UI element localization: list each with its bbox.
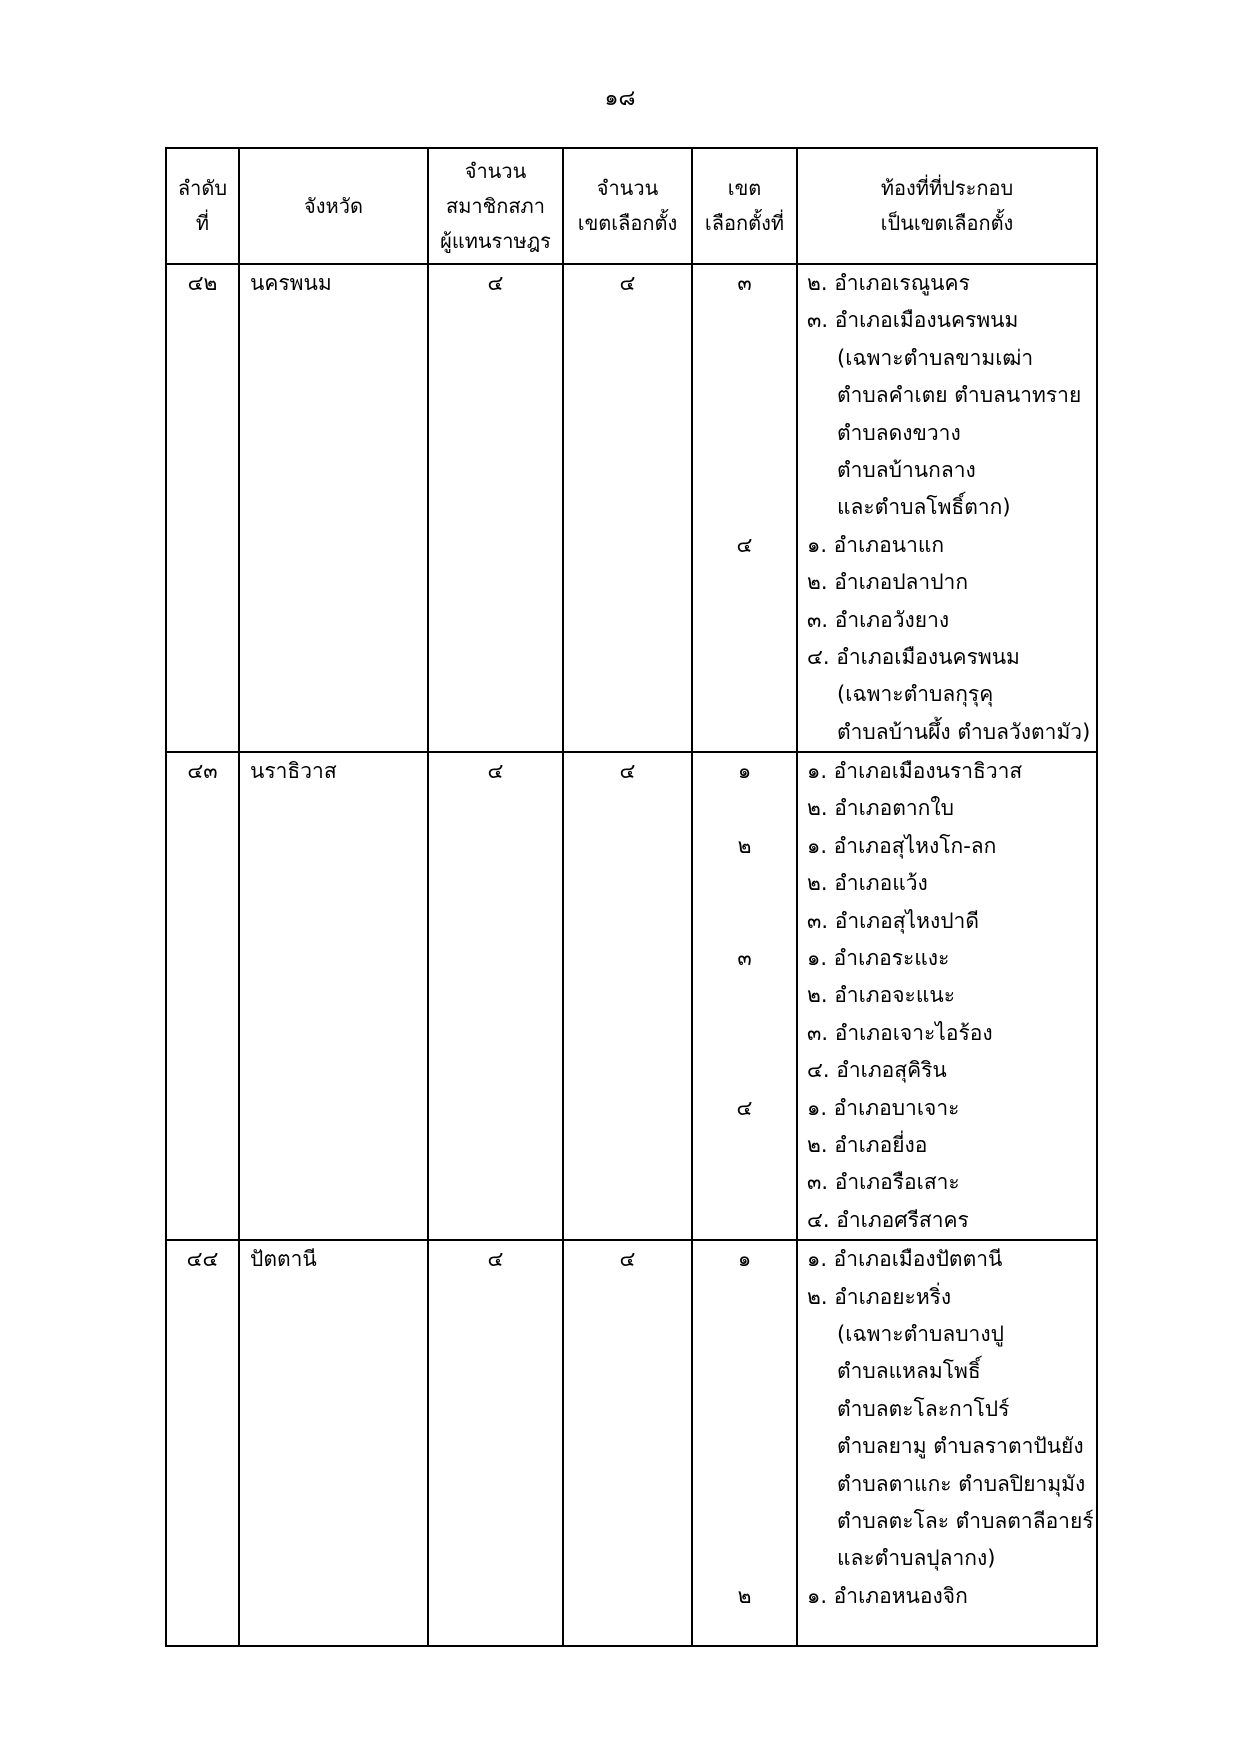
area-line: ๑. อำเภอเมืองนราธิวาส	[807, 759, 1023, 784]
district-number	[693, 1503, 796, 1540]
header-text-areas: เป็นเขตเลือกตั้ง	[880, 211, 1014, 235]
area-line: ๒. อำเภอยี่งอ	[807, 1132, 928, 1157]
area-line: ๑. อำเภอบาเจาะ	[807, 1095, 960, 1120]
district-number	[693, 1540, 796, 1577]
cell-province	[239, 1240, 428, 1646]
cell-districts-text: ๔	[619, 271, 636, 295]
header-district-no	[692, 148, 797, 264]
cell-province-text: นราธิวาส	[250, 759, 337, 784]
district-number	[693, 1466, 796, 1503]
district-number	[693, 377, 796, 414]
cell-areas	[797, 752, 1097, 1240]
area-line: ๓. อำเภอเมืองนครพนม	[807, 308, 1019, 333]
cell-order-text: ๔๒	[187, 271, 218, 295]
header-text-districts: เขตเลือกตั้ง	[577, 211, 678, 235]
area-line: (เฉพาะตำบลขามเฒ่า	[837, 345, 1034, 370]
district-number	[693, 1202, 796, 1239]
area-line: ๒. อำเภอยะหริ่ง	[807, 1284, 952, 1309]
header-text-districts: จำนวน	[596, 176, 659, 200]
district-number	[693, 1316, 796, 1353]
cell-order	[166, 752, 239, 1240]
header-text-province: จังหวัด	[304, 193, 363, 218]
cell-areas	[797, 1240, 1097, 1646]
district-number	[693, 1052, 796, 1089]
district-number: ๑	[737, 759, 752, 784]
district-number	[693, 676, 796, 713]
cell-order-text: ๔๔	[186, 1247, 219, 1272]
area-line: ตำบลดงขวาง	[837, 420, 961, 445]
area-line: ตำบลตาแกะ ตำบลปิยามุมัง	[837, 1471, 1086, 1496]
cell-areas	[797, 264, 1097, 752]
cell-reps	[428, 1240, 563, 1646]
header-text-order: ลำดับ	[177, 176, 228, 200]
header-text-reps: จำนวน	[464, 158, 527, 183]
header-reps	[428, 148, 563, 264]
district-number	[693, 865, 796, 902]
area-line: ตำบลยามู ตำบลราตาปันยัง	[837, 1434, 1084, 1459]
cell-district-no	[692, 1240, 797, 1646]
area-line: ๑. อำเภอนาแก	[807, 532, 945, 557]
cell-province-text: ปัตตานี	[250, 1247, 317, 1272]
district-number	[693, 1164, 796, 1201]
area-line: ตำบลแหลมโพธิ์	[837, 1359, 981, 1384]
district-number: ๒	[737, 833, 752, 858]
header-text-order: ที่	[195, 211, 210, 235]
cell-province-text: นครพนม	[250, 271, 332, 295]
district-number: ๓	[737, 271, 752, 295]
district-number	[693, 564, 796, 601]
area-line: (เฉพาะตำบลบางปู	[837, 1321, 1004, 1346]
area-line: (เฉพาะตำบลกุรุคุ	[837, 682, 994, 707]
table-row	[166, 1240, 1097, 1646]
header-areas	[797, 148, 1097, 264]
cell-order	[166, 264, 239, 752]
district-number	[693, 639, 796, 676]
district-number: ๔	[736, 532, 753, 557]
cell-districts-text: ๔	[619, 1247, 636, 1272]
district-number	[693, 1015, 796, 1052]
cell-order	[166, 1240, 239, 1646]
cell-district-no	[692, 264, 797, 752]
area-line: ตำบลบ้านผึ้ง ตำบลวังตามัว)	[837, 719, 1091, 744]
cell-district-no	[692, 752, 797, 1240]
district-number	[693, 903, 796, 940]
district-number: ๑	[737, 1247, 752, 1272]
area-line: ๒. อำเภอตากใบ	[807, 796, 954, 821]
cell-order-text: ๔๓	[187, 759, 218, 784]
cell-districts	[563, 1240, 692, 1646]
area-line: ตำบลคำเตย ตำบลนาทราย	[837, 383, 1082, 408]
area-line: และตำบลโพธิ์ตาก)	[837, 495, 1011, 520]
district-number: ๒	[737, 1583, 752, 1608]
header-text-areas: ท้องที่ที่ประกอบ	[880, 176, 1014, 200]
cell-reps-text: ๔	[487, 271, 504, 295]
cell-reps-text: ๔	[487, 1247, 504, 1272]
district-number	[693, 415, 796, 452]
cell-reps-text: ๔	[487, 759, 504, 784]
district-number	[693, 489, 796, 526]
cell-districts	[563, 264, 692, 752]
cell-province	[239, 264, 428, 752]
area-line: ๑. อำเภอเมืองปัตตานี	[807, 1247, 1003, 1272]
district-number	[693, 790, 796, 827]
district-number	[693, 1391, 796, 1428]
district-number	[693, 1428, 796, 1465]
area-line: ๔. อำเภอศรีสาคร	[807, 1207, 969, 1232]
cell-reps	[428, 752, 563, 1240]
district-number	[693, 714, 796, 751]
area-line: ๓. อำเภอรือเสาะ	[807, 1170, 960, 1195]
district-number	[693, 1127, 796, 1164]
header-order	[166, 148, 239, 264]
district-number	[693, 1353, 796, 1390]
cell-districts-text: ๔	[619, 759, 636, 784]
header-province	[239, 148, 428, 264]
area-line: ตำบลตะโละกาโปร์	[837, 1396, 1010, 1421]
area-line: ๓. อำเภอวังยาง	[807, 607, 950, 632]
area-line: ๒. อำเภอปลาปาก	[807, 570, 969, 595]
header-text-reps: ผู้แทนราษฎร	[440, 228, 551, 253]
cell-province	[239, 752, 428, 1240]
area-line: ๔. อำเภอเมืองนครพนม	[807, 644, 1020, 669]
page-number: ๑๘	[604, 86, 636, 111]
table-header-row	[166, 148, 1097, 264]
area-line: ๔. อำเภอสุคิริน	[807, 1058, 947, 1083]
district-number: ๓	[737, 946, 752, 971]
area-line: ๒. อำเภอเรณูนคร	[807, 271, 970, 295]
cell-reps	[428, 264, 563, 752]
district-number	[693, 340, 796, 377]
table-row	[166, 264, 1097, 752]
cell-districts	[563, 752, 692, 1240]
area-line: ๑. อำเภอหนองจิก	[807, 1583, 968, 1608]
area-line: และตำบลปุลากง)	[837, 1546, 996, 1571]
table-row	[166, 752, 1097, 1240]
district-number: ๔	[736, 1095, 753, 1120]
district-number	[693, 302, 796, 339]
area-line: ตำบลบ้านกลาง	[837, 457, 976, 482]
district-number	[693, 452, 796, 489]
area-line: ๓. อำเภอสุไหงปาดี	[807, 908, 979, 933]
area-line: ๒. อำเภอจะแนะ	[807, 983, 955, 1008]
area-line: ๑. อำเภอระแงะ	[807, 946, 950, 971]
header-text-reps: สมาชิกสภา	[446, 193, 545, 218]
header-text-district_no: เลือกตั้งที่	[704, 211, 785, 235]
area-line: ๑. อำเภอสุไหงโก-ลก	[807, 833, 997, 858]
district-number	[693, 602, 796, 639]
district-number	[693, 977, 796, 1014]
area-line: ๓. อำเภอเจาะไอร้อง	[807, 1020, 993, 1045]
district-number	[693, 1279, 796, 1316]
electoral-district-table	[165, 147, 1098, 1647]
area-line: ๒. อำเภอแว้ง	[807, 871, 928, 896]
header-districts	[563, 148, 692, 264]
area-line: ตำบลตะโละ ตำบลตาลีอายร์	[837, 1508, 1094, 1533]
header-text-district_no: เขต	[727, 176, 762, 200]
